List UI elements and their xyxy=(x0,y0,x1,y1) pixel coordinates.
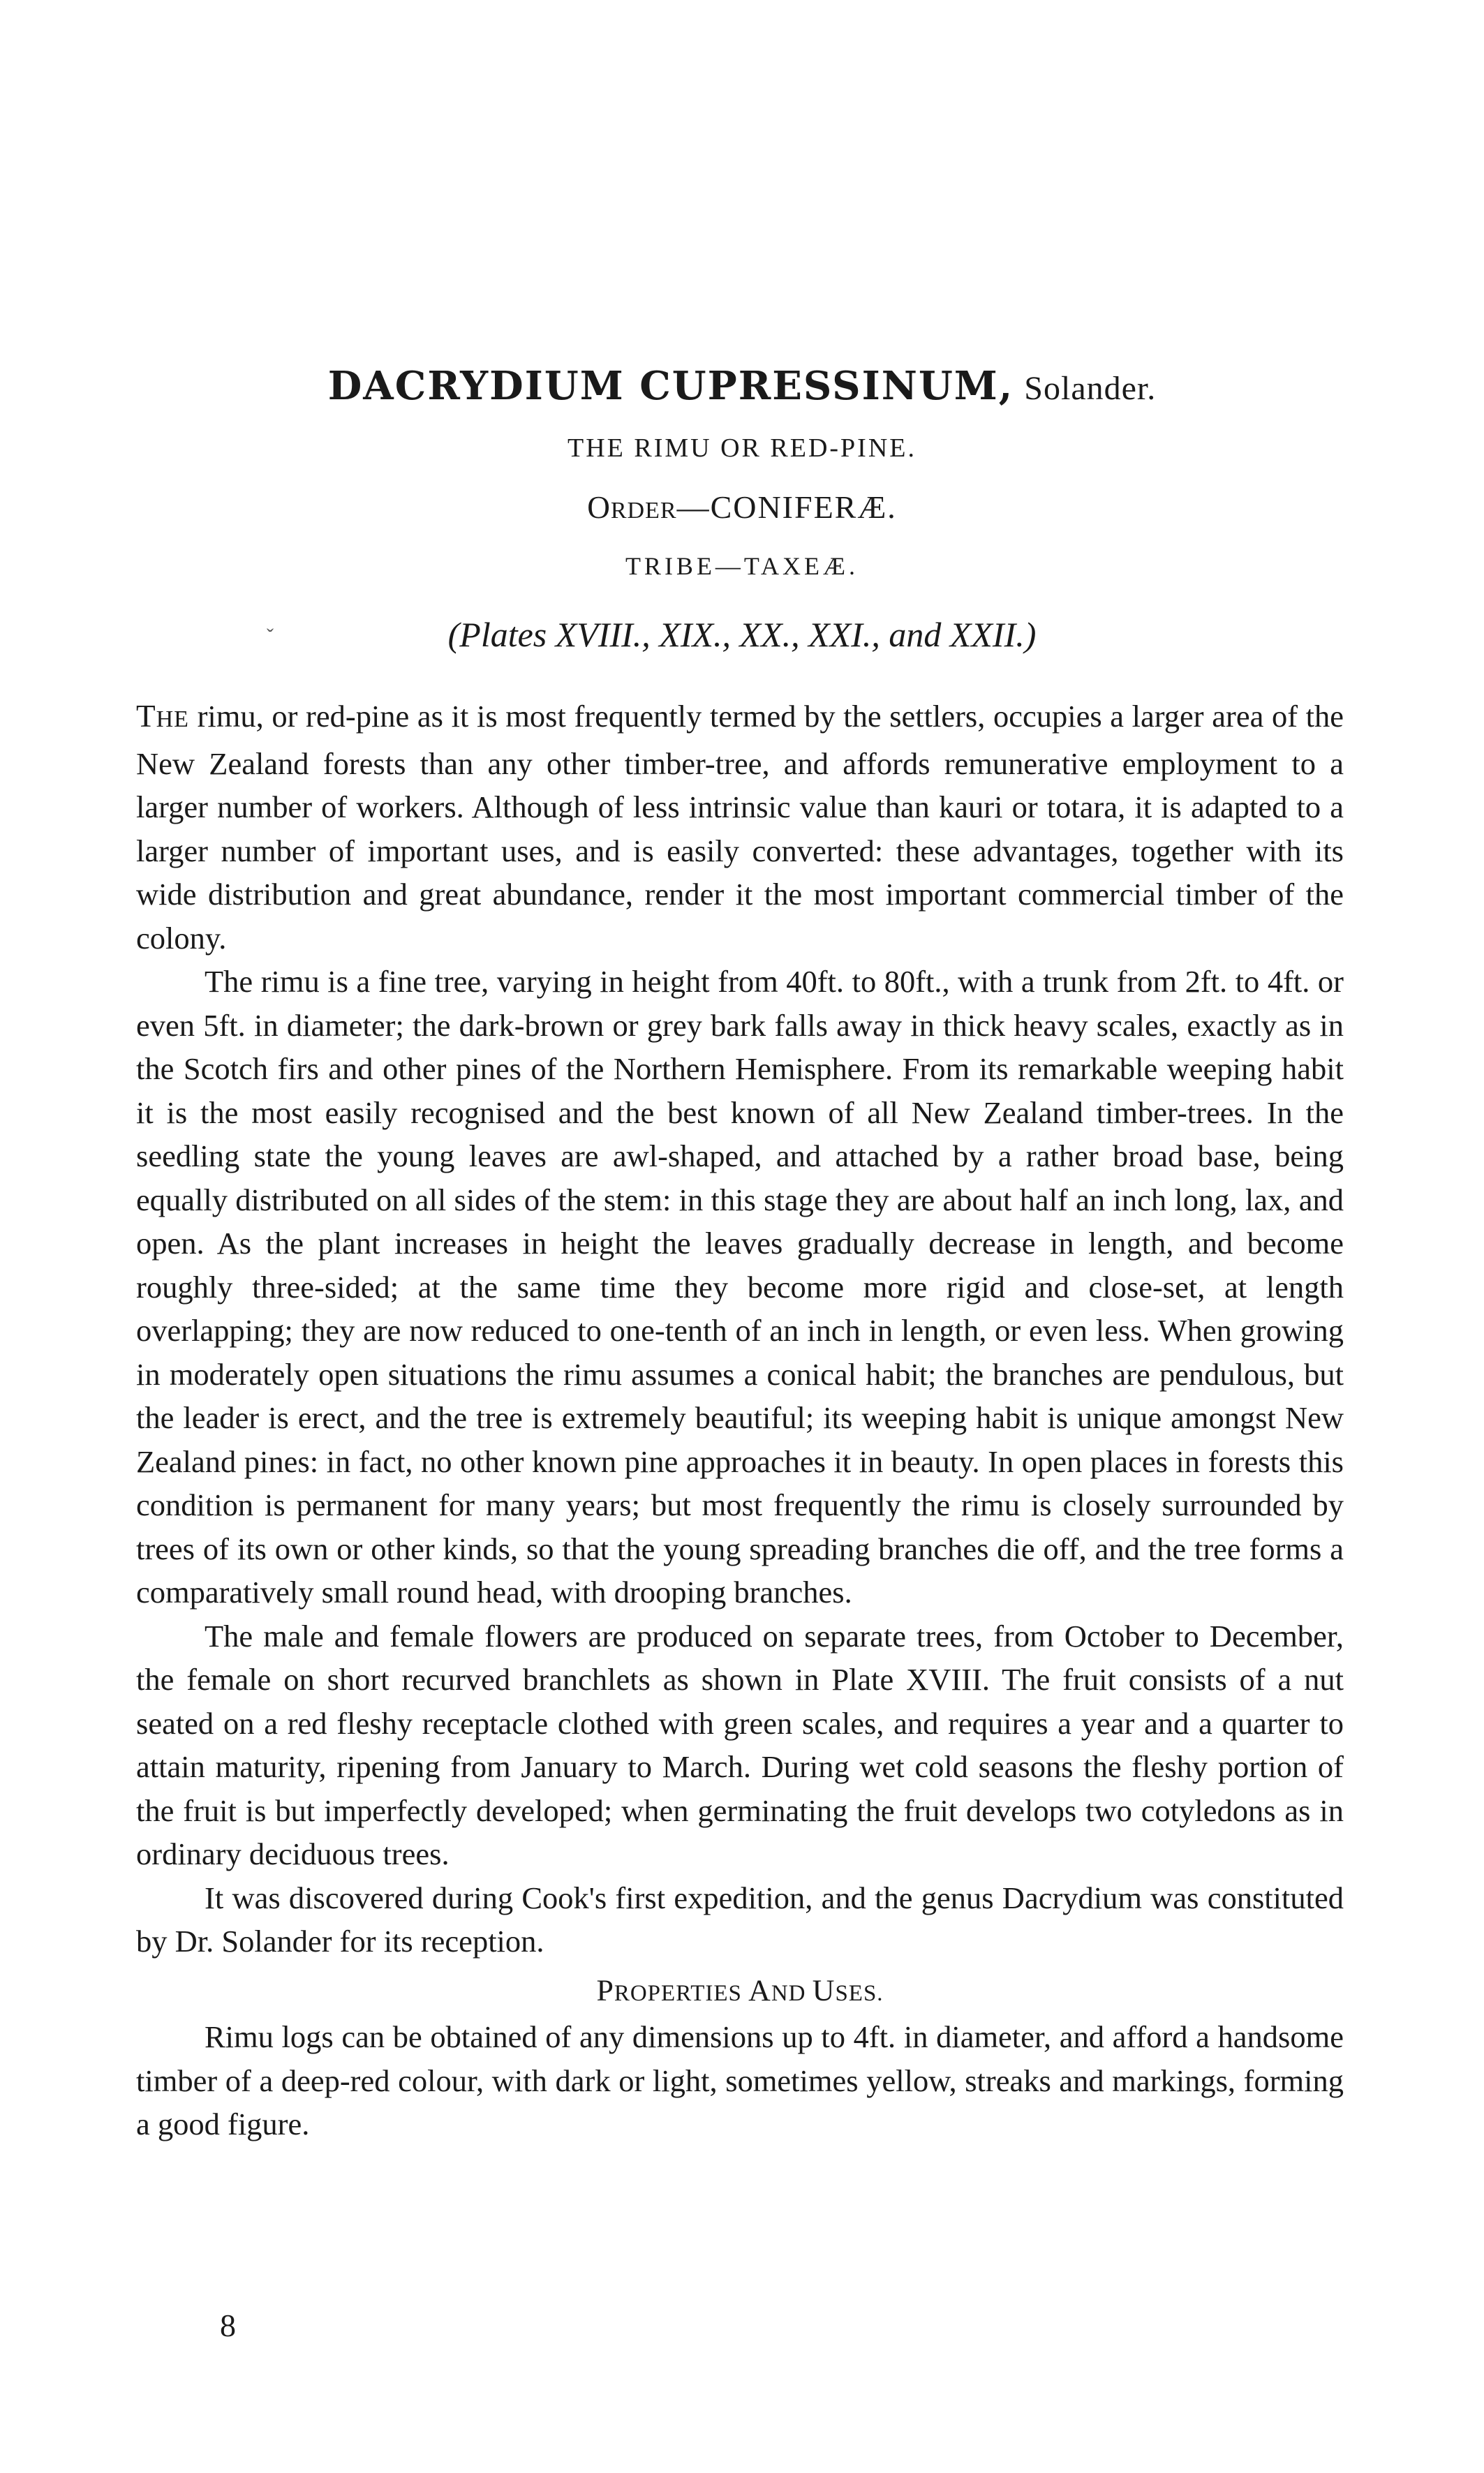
order-value: —CONIFERÆ. xyxy=(676,489,897,525)
paragraph-1-text: rimu, or red-pine as it is most frequently termed by the settlers, occupies a larger area of the New Zealand forests than any other timber-tree, and affords remunerative employment to a larger number of workers. Although of less intrinsic value than kauri or totara, it is adapted to a larger number of important uses, and is easily converted: these advantages, together with its wide distribution and great abundance, render it the most important commercial timber of the colony. xyxy=(136,699,1344,956)
species-name: DACRYDIUM CUPRESSINUM, xyxy=(327,363,1014,409)
order-label: ORDER xyxy=(587,490,677,525)
body-text xyxy=(136,695,1344,2146)
paragraph-3: The male and female flowers are produced on separate trees, from October to December, the female on short recurved branchlets as shown in Plate XVIII. The fruit consists of a nut seated on a red fleshy receptacle clothed with green scales, and requires a year and a quarter to attain maturity, ripening from January to March. During wet cold seasons the fleshy portion of the fruit is but imperfectly developed; when germinating the fruit develops two cotyledons as in ordinary deciduous trees. xyxy=(136,1618,1344,1871)
tribe-line: TRIBE—TAXEÆ. xyxy=(625,552,859,580)
paragraph-1-lead: THE xyxy=(136,699,189,734)
paragraph-4: It was discovered during Cook's first expedition, and the genus Dacrydium was constituted by Dr. Solander for its reception. xyxy=(136,1880,1344,1959)
paragraph-1 xyxy=(136,695,1344,960)
plates-reference: (Plates XVIII., XIX., XX., XXI., and XXII.) xyxy=(447,615,1037,654)
paragraph-5: Rimu logs can be obtained of any dimensions up to 4ft. in diameter, and afford a handsome timber of a deep-red colour, with dark or light, sometimes yellow, streaks and markings, forming a good figure. xyxy=(136,2019,1344,2141)
common-name: THE RIMU OR RED-PINE. xyxy=(567,433,917,463)
order-line xyxy=(0,489,1484,526)
section-heading: PROPERTIES AND USES. xyxy=(596,1973,884,2007)
species-title xyxy=(0,363,1484,409)
paragraph-2: The rimu is a fine tree, varying in height from 40ft. to 80ft., with a trunk from 2ft. to 4ft. or even 5ft. in diameter; the dark-brown or grey bark falls away in thick heavy scales, exactly as in the Scotch firs and other pines of the Northern Hemisphere. From its remarkable weeping habit it is the most easily recognised and the best known of all New Zealand timber-trees. In the seedling state the young leaves are awl-shaped, and attached by a rather broad base, being equally distributed on all sides of the stem: in this stage they are about half an inch long, lax, and open. As the plant increases in height the leaves gradually decrease in length, and become roughly three-sided; at the same time they become more rigid and close-set, at length overlapping; they are now reduced to one-tenth of an inch in length, or even less. When growing in moderately open situations the rimu assumes a conical habit; the branches are pendulous, but the leader is erect, and the tree is extremely beautiful; its weeping habit is unique amongst New Zealand pines: in fact, no other known pine approaches it in beauty. In open places in forests this condition is permanent for many years; but most frequently the rimu is closely surrounded by trees of its own or other kinds, so that the young spreading branches die off, and the tree forms a comparatively small round head, with drooping branches. xyxy=(136,964,1344,1610)
species-authority: Solander. xyxy=(1024,370,1157,407)
stray-mark: ˇ xyxy=(267,625,274,648)
page-number: 8 xyxy=(220,2308,236,2343)
